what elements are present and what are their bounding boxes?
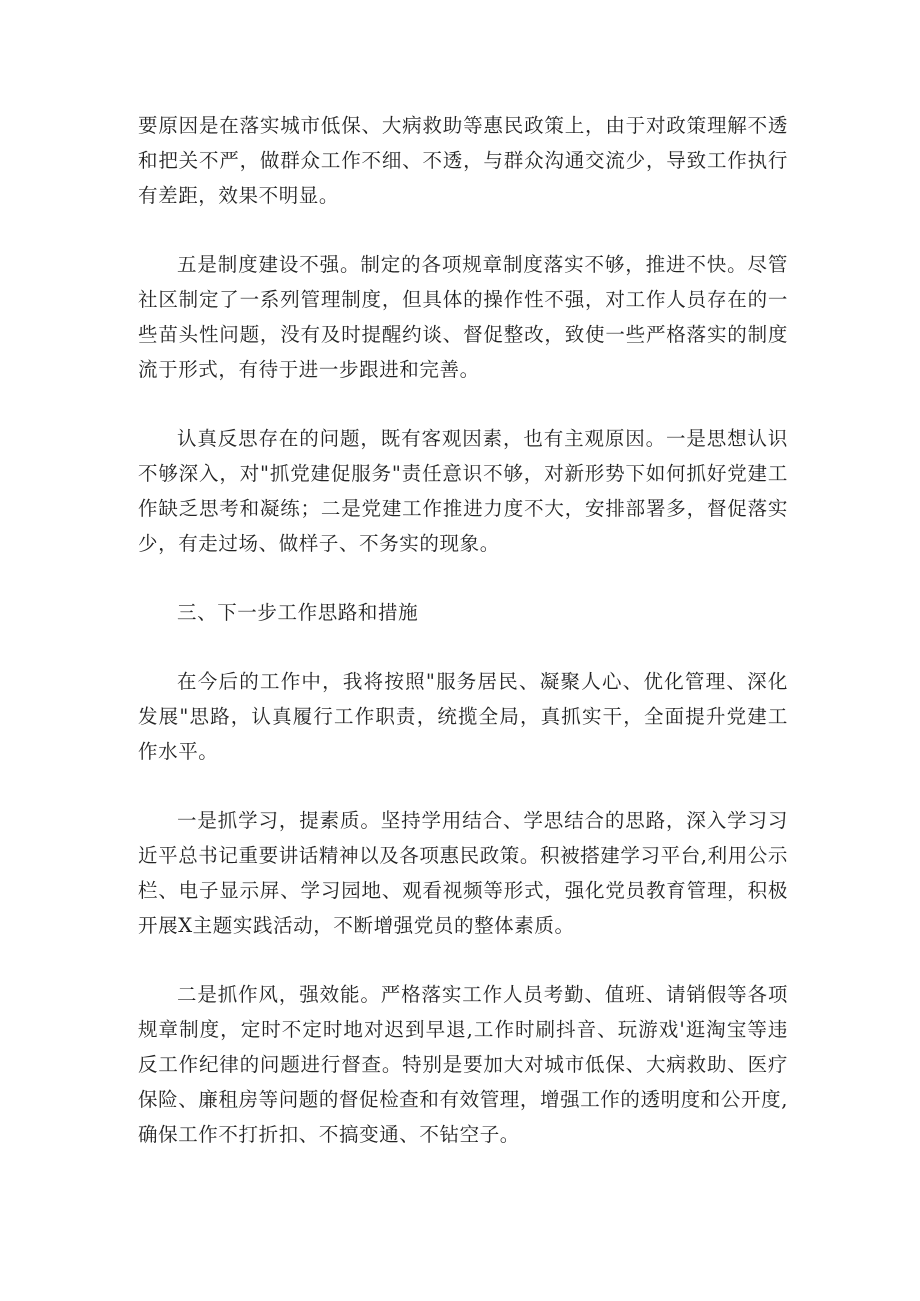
paragraph-continuation: 要原因是在落实城市低保、大病救助等惠民政策上，由于对政策理解不透和把关不严，做群众工作不细、不透，与群众沟通交流少，导致工作执行有差距，效果不明显。 bbox=[138, 114, 788, 207]
paragraph-work-style: 二是抓作风，强效能。严格落实工作人员考勤、值班、请销假等各项规章制度，定时不定时地对迟到早退,工作时刷抖音、玩游戏'逛淘宝等违反工作纪律的问题进行督查。特别是要加大对城市低保、大病救助、医疗保险、廉租房等问题的督促检查和有效管理，增强工作的透明度和公开度,确保工作不打折扣、不搞变通、不钻空子。 bbox=[138, 983, 788, 1146]
paragraph-study: 一是抓学习，提素质。坚持学用结合、学思结合的思路，深入学习习近平总书记重要讲话精神以及各项惠民政策。积被搭建学习平台,利用公示栏、电子显示屏、学习园地、观看视频等形式，强化党员教育管理，积极开展X主题实践活动，不断增强党员的整体素质。 bbox=[138, 809, 788, 937]
section-heading-next-steps: 三、下一步工作思路和措施 bbox=[177, 601, 419, 624]
paragraph-future-work: 在今后的工作中，我将按照"服务居民、凝聚人心、优化管理、深化发展"思路，认真履行工作职责，统揽全局，真抓实干，全面提升党建工作水平。 bbox=[138, 670, 788, 763]
document-body bbox=[138, 108, 788, 1186]
paragraph-reflection: 认真反思存在的问题，既有客观因素，也有主观原因。一是思想认识不够深入，对"抓党建促服务"责任意识不够，对新形势下如何抓好党建工作缺乏思考和凝练；二是党建工作推进力度不大，安排部署多，督促落实少，有走过场、做样子、不务实的现象。 bbox=[138, 427, 788, 555]
paragraph-institution-building: 五是制度建设不强。制定的各项规章制度落实不够，推进不快。尽管社区制定了一系列管理制度，但具体的操作性不强，对工作人员存在的一些苗头性问题，没有及时提醒约谈、督促整改，致使一些严格落实的制度流于形式，有待于进一步跟进和完善。 bbox=[138, 253, 788, 381]
